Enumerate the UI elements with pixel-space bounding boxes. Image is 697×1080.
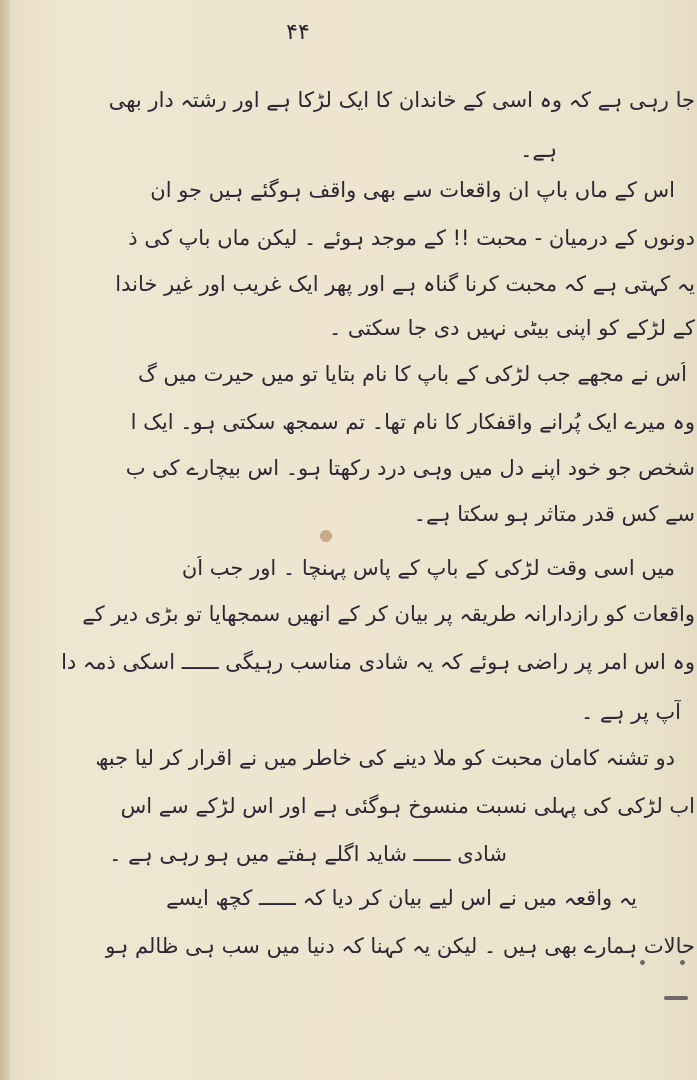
- ink-dot: [680, 960, 685, 965]
- page-number: ۴۴: [286, 20, 310, 45]
- text-line: شادی ــــــ شاید اگلے ہفتے میں ہو رہی ہے ۔: [109, 842, 507, 866]
- text-line: حالات ہمارے بھی ہیں ۔ لیکن یہ کہنا کہ دنیا میں سب ہی ظالم ہو: [105, 934, 695, 958]
- text-line: آپ پر ہے ۔: [581, 700, 681, 724]
- text-line: وہ میرے ایک پُرانے واقفکار کا نام تھا۔ تم سمجھ سکتی ہو۔ ایک ا: [130, 410, 695, 434]
- text-line: اُس نے مجھے جب لڑکی کے باپ کا نام بتایا تو میں حیرت میں گ: [137, 362, 687, 386]
- text-line: اس کے ماں باپ ان واقعات سے بھی واقف ہوگئے ہیں جو ان: [150, 178, 675, 202]
- text-line: یہ واقعہ میں نے اس لیے بیان کر دیا کہ ــــــ کچھ ایسے: [166, 886, 637, 910]
- paper-stain: [320, 530, 332, 542]
- text-line: میں اسی وقت لڑکی کے باپ کے پاس پہنچا ۔ اور جب اُن: [181, 556, 675, 580]
- text-line: سے کس قدر متاثر ہو سکتا ہے۔: [413, 502, 695, 526]
- text-line: اب لڑکی کی پہلی نسبت منسوخ ہوگئی ہے اور اس لڑکے سے اس: [120, 794, 695, 818]
- text-line: دونوں کے درمیان - محبت !! کے موجد ہوئے ۔ لیکن ماں باپ کی ذ: [128, 226, 695, 250]
- text-line: ہے۔: [520, 138, 557, 162]
- text-line: شخص جو خود اپنے دل میں وہی درد رکھتا ہو۔ اس بیچارے کی ب: [125, 456, 695, 480]
- text-line: یہ کہتی ہے کہ محبت کرنا گناہ ہے اور پھر ایک غریب اور غیر خاندا: [115, 272, 695, 296]
- text-line: کے لڑکے کو اپنی بیٹی نہیں دی جا سکتی ۔: [328, 316, 695, 340]
- text-line: وہ اس امر پر راضی ہوئے کہ یہ شادی مناسب رہیگی ــــــ اسکی ذمہ دا: [61, 650, 695, 674]
- text-line: جا رہی ہے کہ وہ اسی کے خاندان کا ایک لڑکا ہے اور رشتہ دار بھی: [108, 88, 695, 112]
- ink-dot: [640, 960, 645, 965]
- text-line: واقعات کو رازدارانہ طریقہ پر بیان کر کے انھیں سمجھایا تو بڑی دیر کے: [82, 602, 695, 626]
- ink-dash: [664, 996, 688, 1000]
- text-line: دو تشنہ کامانِ محبت کو ملا دینے کی خاطر میں نے اقرار کر لیا جبھ: [95, 746, 675, 770]
